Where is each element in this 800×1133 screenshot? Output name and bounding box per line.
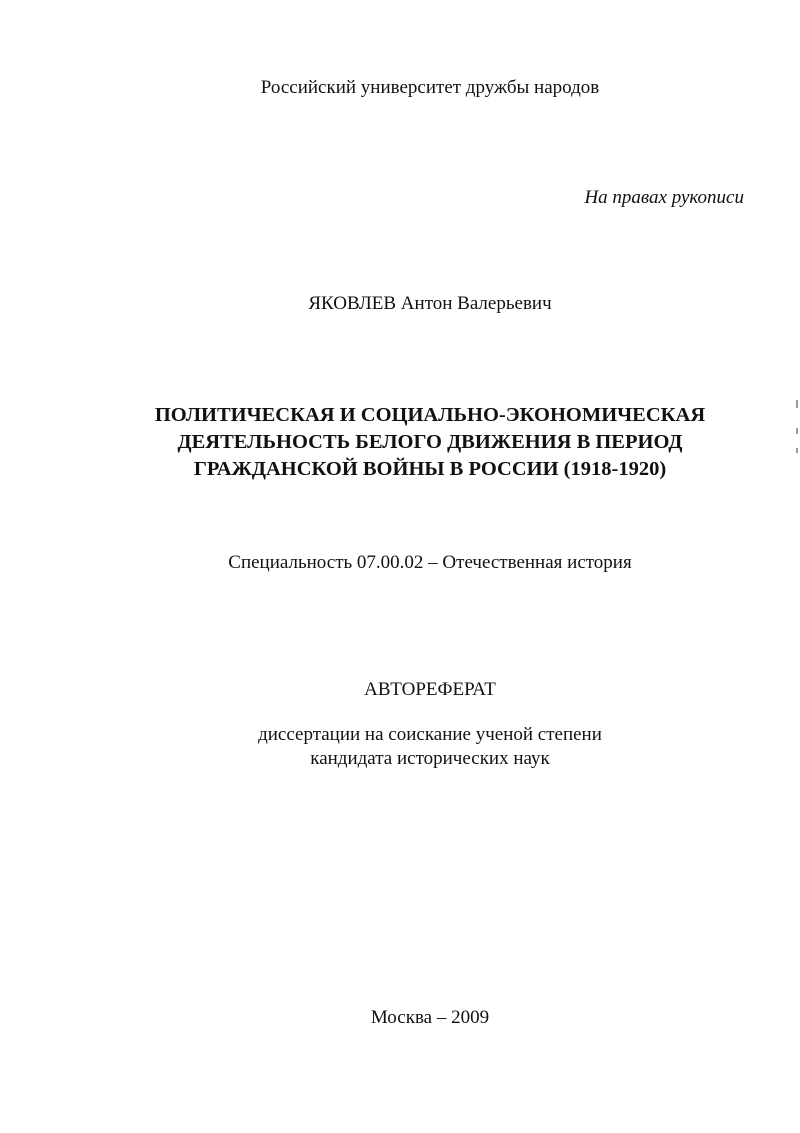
- title-line: ПОЛИТИЧЕСКАЯ И СОЦИАЛЬНО-ЭКОНОМИЧЕСКАЯ: [154, 404, 706, 426]
- degree-line: диссертации на соискание ученой степени: [258, 724, 602, 745]
- document-type: АВТОРЕФЕРАТ: [364, 679, 496, 700]
- scan-edge-mark: [796, 448, 798, 453]
- title-line: ДЕЯТЕЛЬНОСТЬ БЕЛОГО ДВИЖЕНИЯ В ПЕРИОД: [177, 431, 683, 453]
- scan-edge-mark: [796, 428, 798, 434]
- university-name: Российский университет дружбы народов: [260, 77, 600, 98]
- author-name: ЯКОВЛЕВ Антон Валерьевич: [308, 293, 552, 314]
- title-line: ГРАЖДАНСКОЙ ВОЙНЫ В РОССИИ (1918-1920): [193, 458, 667, 480]
- scan-edge-mark: [796, 400, 798, 408]
- degree-line: кандидата исторических наук: [310, 748, 550, 769]
- manuscript-note: На правах рукописи: [584, 187, 744, 208]
- dissertation-title: [0, 402, 800, 483]
- specialty: Специальность 07.00.02 – Отечественная история: [228, 552, 632, 573]
- place-year: Москва – 2009: [370, 1007, 490, 1028]
